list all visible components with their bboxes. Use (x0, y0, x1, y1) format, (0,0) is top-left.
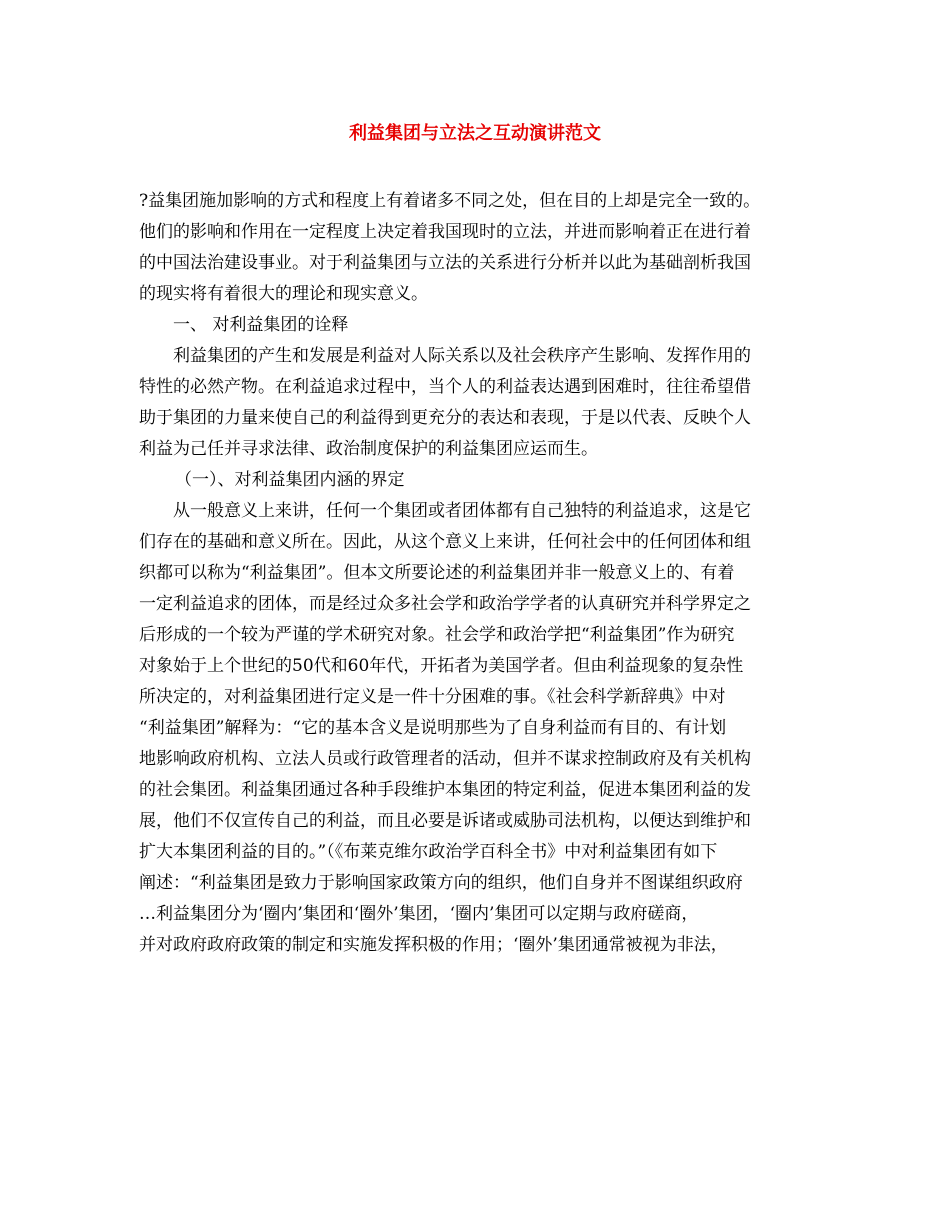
subsection-heading: （一）、对利益集团内涵的界定 (175, 470, 405, 490)
body-line: 地影响政府机构、立法人员或行政管理者的活动，但并不谋求控制政府及有关机构 (139, 749, 751, 769)
body-line: 的中国法治建设事业。对于利益集团与立法的关系进行分析并以此为基础剖析我国 (139, 253, 751, 273)
body-line: ?益集团施加影响的方式和程度上有着诸多不同之处，但在目的上却是完全一致的。 (139, 191, 761, 211)
body-line: 一定利益追求的团体，而是经过众多社会学和政治学学者的认真研究并科学界定之 (139, 594, 751, 614)
body-line: 展，他们不仅宣传自己的利益，而且必要是诉诸或威胁司法机构，以便达到维护和 (139, 811, 751, 831)
body-line: 并对政府政府政策的制定和实施发挥积极的作用；‘圈外’集团通常被视为非法， (139, 935, 728, 955)
body-line: 利益为己任并寻求法律、政治制度保护的利益集团应运而生。 (139, 439, 598, 459)
body-line: “利益集团”解释为：“它的基本含义是说明那些为了自身利益而有目的、有计划 (139, 718, 727, 738)
section-heading: 一、 对利益集团的诠释 (173, 315, 349, 335)
body-line: 们存在的基础和意义所在。因此，从这个意义上来讲，任何社会中的任何团体和组 (139, 532, 751, 552)
body-line: 的社会集团。利益集团通过各种手段维护本集团的特定利益，促进本集团利益的发 (139, 780, 751, 800)
body-line: 阐述：“利益集团是致力于影响国家政策方向的组织，他们自身并不图谋组织政府 (139, 873, 743, 893)
body-line: 后形成的一个较为严谨的学术研究对象。社会学和政治学把“利益集团”作为研究 (139, 625, 735, 645)
body-line: 他们的影响和作用在一定程度上决定着我国现时的立法，并进而影响着正在进行着 (139, 222, 751, 242)
document-body (139, 186, 819, 961)
body-line: 扩大本集团利益的目的。”（《布莱克维尔政治学百科全书》中对利益集团有如下 (139, 842, 718, 862)
body-line: 从一般意义上来讲，任何一个集团或者团体都有自己独特的利益追求，这是它 (173, 501, 751, 521)
body-line: 的现实将有着很大的理论和现实意义。 (139, 284, 428, 304)
body-line: 特性的必然产物。在利益追求过程中，当个人的利益表达遇到困难时，往往希望借 (139, 377, 751, 397)
body-line: 利益集团的产生和发展是利益对人际关系以及社会秩序产生影响、发挥作用的 (173, 346, 751, 366)
body-line: 织都可以称为“利益集团”。但本文所要论述的利益集团并非一般意义上的、有着 (139, 563, 735, 583)
document-title: 利益集团与立法之互动演讲范文 (349, 123, 601, 144)
body-line: 助于集团的力量来使自己的利益得到更充分的表达和表现，于是以代表、反映个人 (139, 408, 751, 428)
body-line: 所决定的，对利益集团进行定义是一件十分困难的事。《社会科学新辞典》中对 (139, 687, 726, 707)
body-line: 对象始于上个世纪的50代和60年代，开拓者为美国学者。但由利益现象的复杂性 (139, 656, 744, 676)
body-line: …利益集团分为‘圈内’集团和‘圈外’集团，‘圈内’集团可以定期与政府磋商， (139, 904, 699, 924)
